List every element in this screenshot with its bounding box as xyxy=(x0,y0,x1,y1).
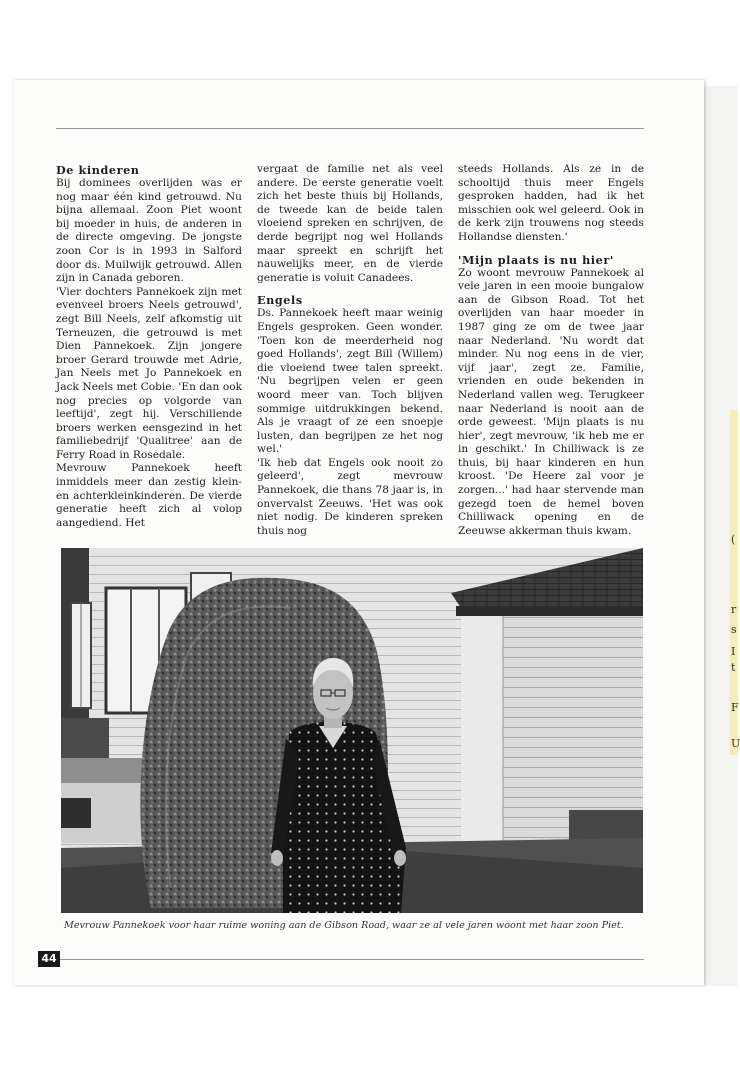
edge-letter: U xyxy=(731,737,740,750)
paragraph: steeds Hollands. Als ze in de schooltijd thuis meer Engels gesproken hadden, had ik het misschien ook wel geleerd. Ook in de kerk zijn trouwens nog steeds Hollandse diensten.' xyxy=(458,163,644,243)
photo-illustration xyxy=(61,548,643,913)
paragraph: 'Ik heb dat Engels ook nooit zo geleerd', zegt mevrouw Pannekoek, die thans 78 jaar is, in onvervalst Zeeuws. 'Het was ook niet nodig. De kinderen spreken thuis nog xyxy=(257,456,443,537)
section-heading: 'Mijn plaats is nu hier' xyxy=(458,252,614,267)
top-rule xyxy=(56,128,644,129)
paragraph: Zo woont mevrouw Pannekoek al vele jaren in een mooie bungalow aan de Gibson Road. Tot het overlijden van haar moeder in 1987 ging ze om de twee jaar naar Nederland. 'Nu wordt dat minder. Nu nog eens in de vier, vijf jaar', zegt ze. Familie, vrienden en oude bekenden in Nederland vallen weg. Terugkeer naar Nederland is nooit aan de orde geweest. 'Mijn plaats is nu hier', zegt mevrouw, 'ik heb me er in geschikt.' In Chilliwack is ze thuis, bij haar kinderen en hun kroost. 'De Heere zal voor je zorgen...' had haar stervende man gezegd toen de hemel boven Chilliwack opening en de Zeeuwse akkerman thuis kwam. xyxy=(458,266,644,537)
paragraph: Mevrouw Pannekoek heeft inmiddels meer dan zestig klein- en achterkleinkinderen. De vierde generatie heeft zich al volop aangediend. Het xyxy=(56,462,242,529)
page-number: 44 xyxy=(38,951,60,967)
edge-letter: s xyxy=(731,623,737,636)
paragraph: Ds. Pannekoek heeft maar weinig Engels gesproken. Geen wonder. 'Toen kon de meerderheid nog goed Hollands', zegt Bill (Willem) die vloeiend twee talen spreekt. 'Nu begrijpen velen er geen woord meer van. Toch blijven sommige uitdrukkingen bekend. Als je vraagt of ze een snoepje lusten, dan begrijpen ze het nog wel.' xyxy=(257,307,443,456)
text-column-1 xyxy=(56,163,242,530)
section-heading: Engels xyxy=(257,293,303,308)
edge-letter: t xyxy=(731,661,736,674)
photo-caption: Mevrouw Pannekoek voor haar ruime woning aan de Gibson Road, waar ze al vele jaren woont met haar zoon Piet. xyxy=(64,920,624,931)
paragraph: Bij dominees overlijden was er nog maar één kind getrouwd. Nu bijna allemaal. Zoon Piet woont bij moeder in huis, de anderen in de directe omgeving. De jongste zoon Cor is in 1993 in Salford door ds. Muilwijk getrouwd. Allen zijn in Canada geboren. xyxy=(56,177,242,285)
bottom-rule xyxy=(60,959,644,960)
text-column-3 xyxy=(458,163,644,538)
edge-letter: r xyxy=(731,603,737,616)
edge-letter: F xyxy=(731,701,739,714)
paragraph: 'Vier dochters Pannekoek zijn met evenveel broers Neels getrouwd', zegt Bill Neels, zelf afkomstig uit Terneuzen, die getrouwd is met Dien Pannekoek. Zijn jongere broer Gerard trouwde met Adrie, Jan Neels met Jo Pannekoek en Jack Neels met Cobie. 'En dan ook nog precies op volgorde van leeftijd', zegt hij. Verschillende broers werken eensgezind in het familiebedrijf 'Qualitree' aan de Ferry Road in Rosedale. xyxy=(56,285,242,461)
edge-letter: ( xyxy=(731,533,736,546)
section-heading: De kinderen xyxy=(56,163,140,177)
text-column-2 xyxy=(257,163,443,538)
paragraph: vergaat de familie net als veel andere. De eerste generatie voelt zich het beste thuis bij Hollands, de tweede kan de beide talen vloeiend spreken en schrijven, de derde begrijpt nog wel Hollands maar spreekt en schrijft het nauwelijks meer, en de vierde generatie is voluit Canadees. xyxy=(257,163,443,284)
photo-woman-in-front-of-house xyxy=(61,548,643,913)
edge-letter: I xyxy=(731,645,736,658)
